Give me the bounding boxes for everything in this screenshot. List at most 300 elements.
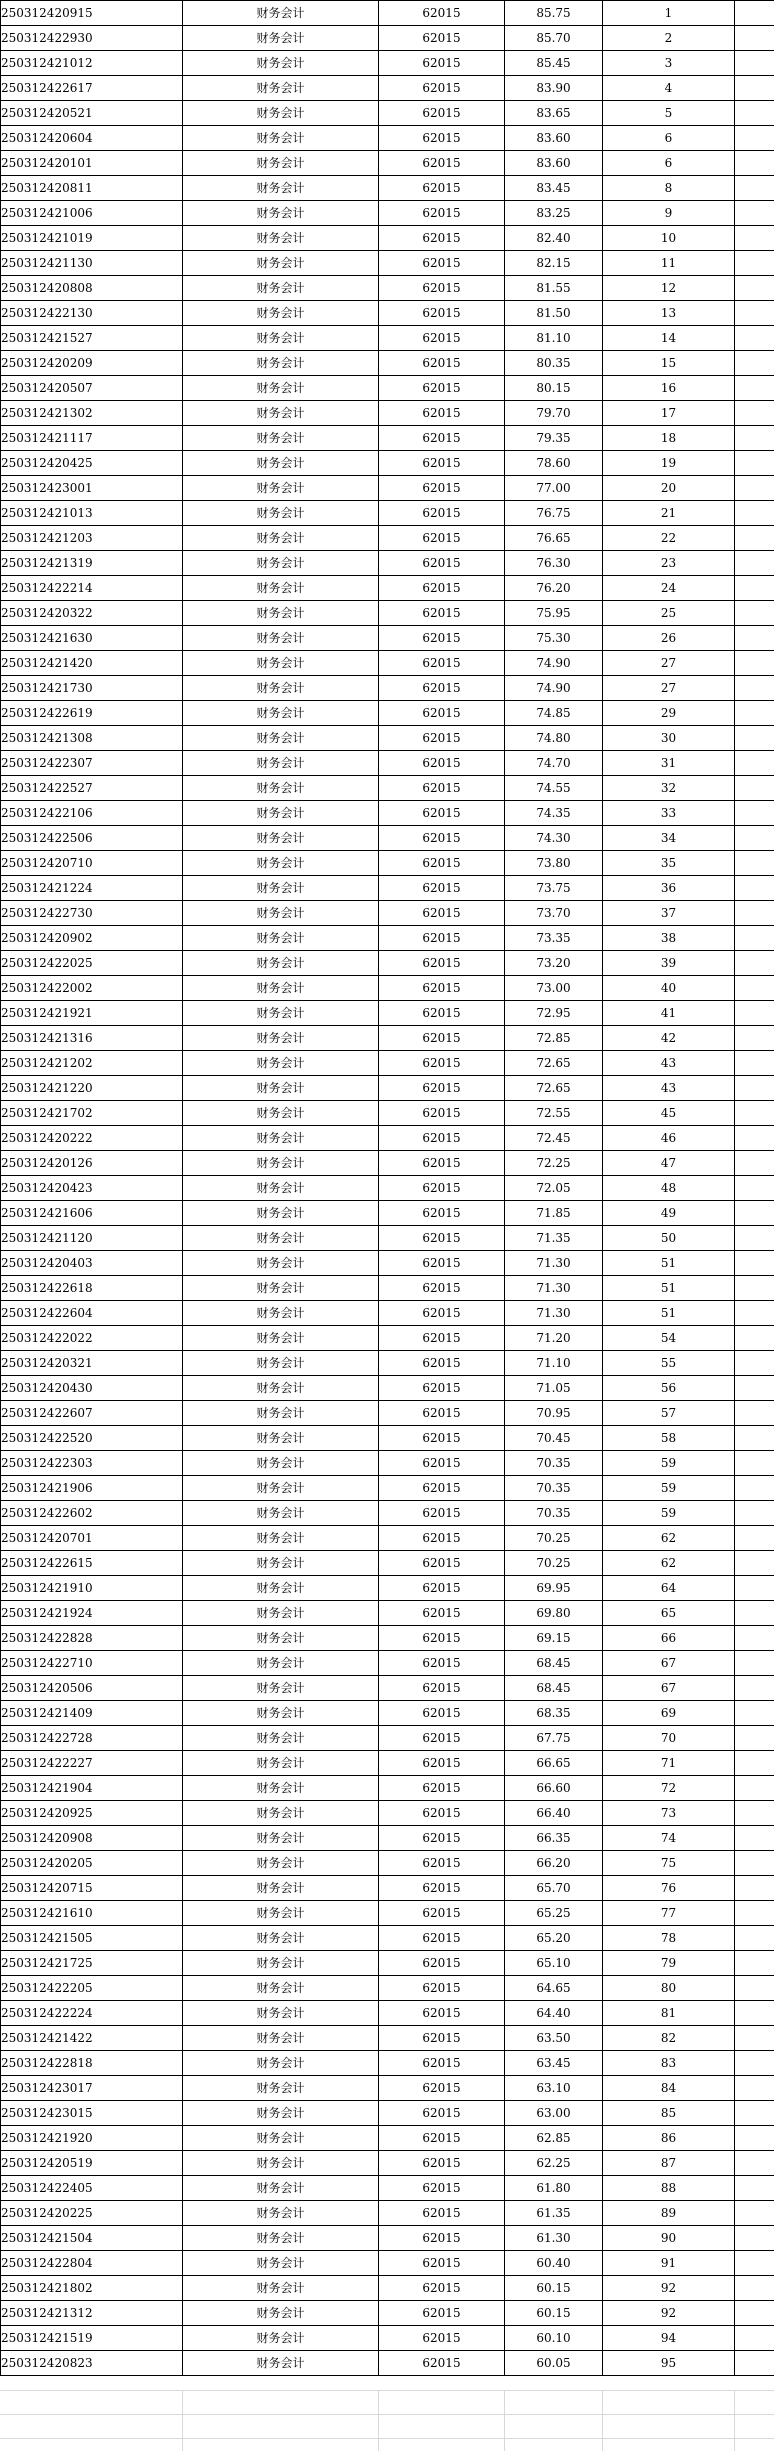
table-row: [1, 1826, 774, 1851]
rank-cell: 74: [603, 1826, 735, 1851]
empty-cell: [735, 1551, 774, 1576]
rank-cell: 6: [603, 126, 735, 151]
department-cell: 财务会计: [183, 1051, 379, 1076]
table-row: [1, 951, 774, 976]
rank-cell: 83: [603, 2051, 735, 2076]
table-row: [1, 26, 774, 51]
score-cell: 75.95: [505, 601, 603, 626]
department-cell: 财务会计: [183, 26, 379, 51]
candidate-id-cell: 250312420507: [1, 376, 183, 401]
score-cell: 65.20: [505, 1926, 603, 1951]
empty-cell: [735, 2151, 774, 2176]
rank-cell: 21: [603, 501, 735, 526]
empty-cell: [735, 2001, 774, 2026]
score-cell: 74.90: [505, 676, 603, 701]
department-cell: 财务会计: [183, 451, 379, 476]
department-cell: 财务会计: [183, 401, 379, 426]
empty-cell: [735, 326, 774, 351]
table-row: [1, 1, 774, 26]
position-code-cell: 62015: [379, 376, 505, 401]
empty-cell: [735, 1176, 774, 1201]
department-cell: 财务会计: [183, 1151, 379, 1176]
position-code-cell: 62015: [379, 1826, 505, 1851]
table-row: [1, 1001, 774, 1026]
candidate-id-cell: 250312421312: [1, 2301, 183, 2326]
department-cell: 财务会计: [183, 501, 379, 526]
position-code-cell: 62015: [379, 476, 505, 501]
candidate-id-cell: 250312422728: [1, 1726, 183, 1751]
department-cell: 财务会计: [183, 926, 379, 951]
candidate-id-cell: 250312421202: [1, 1051, 183, 1076]
department-cell: 财务会计: [183, 901, 379, 926]
empty-cell: [735, 376, 774, 401]
rank-cell: 10: [603, 226, 735, 251]
position-code-cell: 62015: [379, 451, 505, 476]
department-cell: 财务会计: [183, 1626, 379, 1651]
table-row: [1, 2351, 774, 2376]
department-cell: 财务会计: [183, 826, 379, 851]
department-cell: 财务会计: [183, 851, 379, 876]
empty-cell: [735, 26, 774, 51]
candidate-id-cell: 250312420506: [1, 1676, 183, 1701]
rank-cell: 73: [603, 1801, 735, 1826]
score-cell: 81.50: [505, 301, 603, 326]
candidate-id-cell: 250312421921: [1, 1001, 183, 1026]
table-row: [1, 1851, 774, 1876]
table-row: [1, 801, 774, 826]
table-row: [1, 676, 774, 701]
score-cell: 60.10: [505, 2326, 603, 2351]
position-code-cell: 62015: [379, 1576, 505, 1601]
empty-cell: [735, 2076, 774, 2101]
empty-cell: [735, 1051, 774, 1076]
rank-cell: 91: [603, 2251, 735, 2276]
department-cell: 财务会计: [183, 1901, 379, 1926]
department-cell: 财务会计: [183, 101, 379, 126]
department-cell: 财务会计: [183, 1751, 379, 1776]
position-code-cell: 62015: [379, 51, 505, 76]
rank-cell: 81: [603, 2001, 735, 2026]
rank-cell: 77: [603, 1901, 735, 1926]
table-row: [1, 1501, 774, 1526]
department-cell: 财务会计: [183, 1676, 379, 1701]
candidate-id-cell: 250312421409: [1, 1701, 183, 1726]
position-code-cell: 62015: [379, 2026, 505, 2051]
candidate-id-cell: 250312422002: [1, 976, 183, 1001]
table-row: [1, 1301, 774, 1326]
position-code-cell: 62015: [379, 1901, 505, 1926]
candidate-id-cell: 250312420222: [1, 1126, 183, 1151]
score-cell: 83.25: [505, 201, 603, 226]
empty-grid-area: [0, 2390, 774, 2451]
empty-cell: [735, 151, 774, 176]
score-cell: 70.25: [505, 1551, 603, 1576]
empty-cell: [735, 826, 774, 851]
candidate-id-cell: 250312421606: [1, 1201, 183, 1226]
score-cell: 71.35: [505, 1226, 603, 1251]
candidate-id-cell: 250312421319: [1, 551, 183, 576]
rank-cell: 79: [603, 1951, 735, 1976]
department-cell: 财务会计: [183, 651, 379, 676]
empty-cell: [735, 576, 774, 601]
position-code-cell: 62015: [379, 1476, 505, 1501]
position-code-cell: 62015: [379, 1001, 505, 1026]
empty-cell: [735, 1751, 774, 1776]
score-cell: 73.70: [505, 901, 603, 926]
rank-cell: 67: [603, 1676, 735, 1701]
rank-cell: 38: [603, 926, 735, 951]
table-row: [1, 2151, 774, 2176]
department-cell: 财务会计: [183, 701, 379, 726]
candidate-id-cell: 250312421013: [1, 501, 183, 526]
table-row: [1, 1626, 774, 1651]
score-cell: 70.35: [505, 1501, 603, 1526]
position-code-cell: 62015: [379, 1426, 505, 1451]
score-cell: 71.10: [505, 1351, 603, 1376]
empty-cell: [735, 701, 774, 726]
position-code-cell: 62015: [379, 1301, 505, 1326]
table-row: [1, 1251, 774, 1276]
empty-cell: [735, 1826, 774, 1851]
empty-cell: [735, 526, 774, 551]
position-code-cell: 62015: [379, 726, 505, 751]
empty-cell: [735, 76, 774, 101]
candidate-id-cell: 250312420823: [1, 2351, 183, 2376]
empty-cell: [735, 2276, 774, 2301]
candidate-id-cell: 250312421519: [1, 2326, 183, 2351]
rank-cell: 33: [603, 801, 735, 826]
score-cell: 73.35: [505, 926, 603, 951]
department-cell: 财务会计: [183, 1851, 379, 1876]
table-row: [1, 1526, 774, 1551]
score-cell: 76.30: [505, 551, 603, 576]
score-cell: 63.45: [505, 2051, 603, 2076]
rank-cell: 18: [603, 426, 735, 451]
candidate-id-cell: 250312421203: [1, 526, 183, 551]
department-cell: 财务会计: [183, 1326, 379, 1351]
score-cell: 83.60: [505, 126, 603, 151]
score-cell: 83.60: [505, 151, 603, 176]
rank-cell: 29: [603, 701, 735, 726]
position-code-cell: 62015: [379, 1701, 505, 1726]
empty-cell: [735, 1126, 774, 1151]
department-cell: 财务会计: [183, 1401, 379, 1426]
department-cell: 财务会计: [183, 1001, 379, 1026]
score-cell: 61.80: [505, 2176, 603, 2201]
table-row: [1, 301, 774, 326]
table-row: [1, 476, 774, 501]
score-cell: 63.00: [505, 2101, 603, 2126]
position-code-cell: 62015: [379, 626, 505, 651]
department-cell: 财务会计: [183, 301, 379, 326]
department-cell: 财务会计: [183, 1201, 379, 1226]
score-cell: 65.70: [505, 1876, 603, 1901]
grid-line: [182, 2390, 183, 2451]
score-cell: 71.30: [505, 1276, 603, 1301]
candidate-id-cell: 250312422205: [1, 1976, 183, 2001]
position-code-cell: 62015: [379, 151, 505, 176]
rank-cell: 25: [603, 601, 735, 626]
position-code-cell: 62015: [379, 1326, 505, 1351]
table-row: [1, 1126, 774, 1151]
score-cell: 65.25: [505, 1901, 603, 1926]
candidate-id-cell: 250312421920: [1, 2126, 183, 2151]
score-cell: 74.35: [505, 801, 603, 826]
score-cell: 71.85: [505, 1201, 603, 1226]
empty-cell: [735, 2226, 774, 2251]
table-row: [1, 1951, 774, 1976]
rank-cell: 59: [603, 1451, 735, 1476]
table-row: [1, 1726, 774, 1751]
position-code-cell: 62015: [379, 1851, 505, 1876]
empty-cell: [735, 1951, 774, 1976]
score-cell: 74.55: [505, 776, 603, 801]
candidate-id-cell: 250312422730: [1, 901, 183, 926]
position-code-cell: 62015: [379, 201, 505, 226]
rank-cell: 69: [603, 1701, 735, 1726]
department-cell: 财务会计: [183, 476, 379, 501]
position-code-cell: 62015: [379, 1551, 505, 1576]
rank-cell: 35: [603, 851, 735, 876]
table-row: [1, 851, 774, 876]
rank-cell: 78: [603, 1926, 735, 1951]
position-code-cell: 62015: [379, 901, 505, 926]
score-cell: 68.45: [505, 1651, 603, 1676]
table-row: [1, 626, 774, 651]
empty-cell: [735, 1001, 774, 1026]
candidate-id-cell: 250312420604: [1, 126, 183, 151]
empty-cell: [735, 1726, 774, 1751]
table-row: [1, 551, 774, 576]
candidate-id-cell: 250312420908: [1, 1826, 183, 1851]
position-code-cell: 62015: [379, 876, 505, 901]
table-row: [1, 2051, 774, 2076]
empty-cell: [735, 1976, 774, 2001]
candidate-id-cell: 250312422130: [1, 301, 183, 326]
candidate-id-cell: 250312422405: [1, 2176, 183, 2201]
score-cell: 79.70: [505, 401, 603, 426]
score-cell: 80.35: [505, 351, 603, 376]
empty-cell: [735, 2351, 774, 2376]
rank-cell: 58: [603, 1426, 735, 1451]
rank-cell: 34: [603, 826, 735, 851]
table-row: [1, 101, 774, 126]
department-cell: 财务会计: [183, 1951, 379, 1976]
table-row: [1, 1976, 774, 2001]
position-code-cell: 62015: [379, 1951, 505, 1976]
position-code-cell: 62015: [379, 126, 505, 151]
department-cell: 财务会计: [183, 2226, 379, 2251]
rank-cell: 59: [603, 1476, 735, 1501]
rank-cell: 27: [603, 651, 735, 676]
rank-cell: 9: [603, 201, 735, 226]
rank-cell: 94: [603, 2326, 735, 2351]
score-cell: 82.15: [505, 251, 603, 276]
table-row: [1, 2301, 774, 2326]
empty-cell: [735, 601, 774, 626]
score-cell: 65.10: [505, 1951, 603, 1976]
score-cell: 63.10: [505, 2076, 603, 2101]
empty-cell: [735, 751, 774, 776]
candidate-id-cell: 250312421802: [1, 2276, 183, 2301]
department-cell: 财务会计: [183, 1476, 379, 1501]
empty-cell: [735, 1301, 774, 1326]
position-code-cell: 62015: [379, 701, 505, 726]
table-row: [1, 726, 774, 751]
rank-cell: 92: [603, 2276, 735, 2301]
candidate-id-cell: 250312421117: [1, 426, 183, 451]
empty-cell: [735, 276, 774, 301]
score-cell: 83.65: [505, 101, 603, 126]
department-cell: 财务会计: [183, 76, 379, 101]
score-cell: 73.75: [505, 876, 603, 901]
candidate-id-cell: 250312421906: [1, 1476, 183, 1501]
department-cell: 财务会计: [183, 2351, 379, 2376]
position-code-cell: 62015: [379, 501, 505, 526]
candidate-id-cell: 250312422618: [1, 1276, 183, 1301]
empty-cell: [735, 1926, 774, 1951]
department-cell: 财务会计: [183, 1451, 379, 1476]
score-cell: 82.40: [505, 226, 603, 251]
rank-cell: 19: [603, 451, 735, 476]
rank-cell: 40: [603, 976, 735, 1001]
score-cell: 69.80: [505, 1601, 603, 1626]
department-cell: 财务会计: [183, 1651, 379, 1676]
rank-cell: 42: [603, 1026, 735, 1051]
grid-line: [504, 2390, 505, 2451]
candidate-id-cell: 250312421302: [1, 401, 183, 426]
score-cell: 72.25: [505, 1151, 603, 1176]
department-cell: 财务会计: [183, 251, 379, 276]
table-row: [1, 2201, 774, 2226]
position-code-cell: 62015: [379, 1976, 505, 2001]
rank-cell: 37: [603, 901, 735, 926]
score-cell: 62.25: [505, 2151, 603, 2176]
score-cell: 71.30: [505, 1251, 603, 1276]
position-code-cell: 62015: [379, 601, 505, 626]
table-row: [1, 1376, 774, 1401]
department-cell: 财务会计: [183, 801, 379, 826]
rank-cell: 76: [603, 1876, 735, 1901]
grid-line: [734, 2390, 735, 2451]
score-cell: 85.45: [505, 51, 603, 76]
empty-cell: [735, 1076, 774, 1101]
candidate-id-cell: 250312421130: [1, 251, 183, 276]
empty-cell: [735, 101, 774, 126]
score-cell: 71.30: [505, 1301, 603, 1326]
position-code-cell: 62015: [379, 1626, 505, 1651]
rank-cell: 51: [603, 1301, 735, 1326]
candidate-id-cell: 250312421120: [1, 1226, 183, 1251]
position-code-cell: 62015: [379, 1376, 505, 1401]
score-cell: 70.25: [505, 1526, 603, 1551]
score-cell: 72.95: [505, 1001, 603, 1026]
grid-line: [602, 2390, 603, 2451]
table-row: [1, 1401, 774, 1426]
rank-cell: 24: [603, 576, 735, 601]
position-code-cell: 62015: [379, 1076, 505, 1101]
empty-cell: [735, 251, 774, 276]
candidate-id-cell: 250312420710: [1, 851, 183, 876]
empty-cell: [735, 1651, 774, 1676]
candidate-id-cell: 250312420425: [1, 451, 183, 476]
department-cell: 财务会计: [183, 176, 379, 201]
candidate-id-cell: 250312420521: [1, 101, 183, 126]
candidate-id-cell: 250312420915: [1, 1, 183, 26]
department-cell: 财务会计: [183, 2101, 379, 2126]
rank-cell: 31: [603, 751, 735, 776]
department-cell: 财务会计: [183, 1576, 379, 1601]
department-cell: 财务会计: [183, 1251, 379, 1276]
rank-cell: 56: [603, 1376, 735, 1401]
rank-cell: 14: [603, 326, 735, 351]
candidate-id-cell: 250312420808: [1, 276, 183, 301]
rank-cell: 62: [603, 1526, 735, 1551]
score-cell: 73.80: [505, 851, 603, 876]
position-code-cell: 62015: [379, 1026, 505, 1051]
empty-cell: [735, 976, 774, 1001]
position-code-cell: 62015: [379, 826, 505, 851]
rank-cell: 36: [603, 876, 735, 901]
empty-cell: [735, 1601, 774, 1626]
position-code-cell: 62015: [379, 2001, 505, 2026]
position-code-cell: 62015: [379, 576, 505, 601]
empty-cell: [735, 951, 774, 976]
empty-cell: [735, 676, 774, 701]
table-row: [1, 526, 774, 551]
rank-cell: 92: [603, 2301, 735, 2326]
empty-cell: [735, 1526, 774, 1551]
rank-cell: 62: [603, 1551, 735, 1576]
empty-cell: [735, 626, 774, 651]
department-cell: 财务会计: [183, 1376, 379, 1401]
department-cell: 财务会计: [183, 226, 379, 251]
table-row: [1, 1201, 774, 1226]
rank-cell: 20: [603, 476, 735, 501]
rank-cell: 80: [603, 1976, 735, 2001]
empty-cell: [735, 1151, 774, 1176]
position-code-cell: 62015: [379, 351, 505, 376]
department-cell: 财务会计: [183, 1501, 379, 1526]
candidate-id-cell: 250312422930: [1, 26, 183, 51]
department-cell: 财务会计: [183, 751, 379, 776]
table-row: [1, 1451, 774, 1476]
empty-cell: [735, 551, 774, 576]
score-cell: 77.00: [505, 476, 603, 501]
empty-cell: [735, 1776, 774, 1801]
grid-line: [378, 2390, 379, 2451]
position-code-cell: 62015: [379, 2351, 505, 2376]
rank-cell: 66: [603, 1626, 735, 1651]
candidate-id-cell: 250312422520: [1, 1426, 183, 1451]
table-row: [1, 126, 774, 151]
rank-cell: 84: [603, 2076, 735, 2101]
candidate-id-cell: 250312420423: [1, 1176, 183, 1201]
rank-cell: 27: [603, 676, 735, 701]
candidate-id-cell: 250312421910: [1, 1576, 183, 1601]
rank-cell: 49: [603, 1201, 735, 1226]
empty-cell: [735, 1576, 774, 1601]
score-cell: 83.45: [505, 176, 603, 201]
position-code-cell: 62015: [379, 2201, 505, 2226]
empty-cell: [735, 1501, 774, 1526]
score-cell: 80.15: [505, 376, 603, 401]
score-cell: 74.90: [505, 651, 603, 676]
score-cell: 81.10: [505, 326, 603, 351]
candidate-id-cell: 250312420322: [1, 601, 183, 626]
department-cell: 财务会计: [183, 1, 379, 26]
score-cell: 74.80: [505, 726, 603, 751]
